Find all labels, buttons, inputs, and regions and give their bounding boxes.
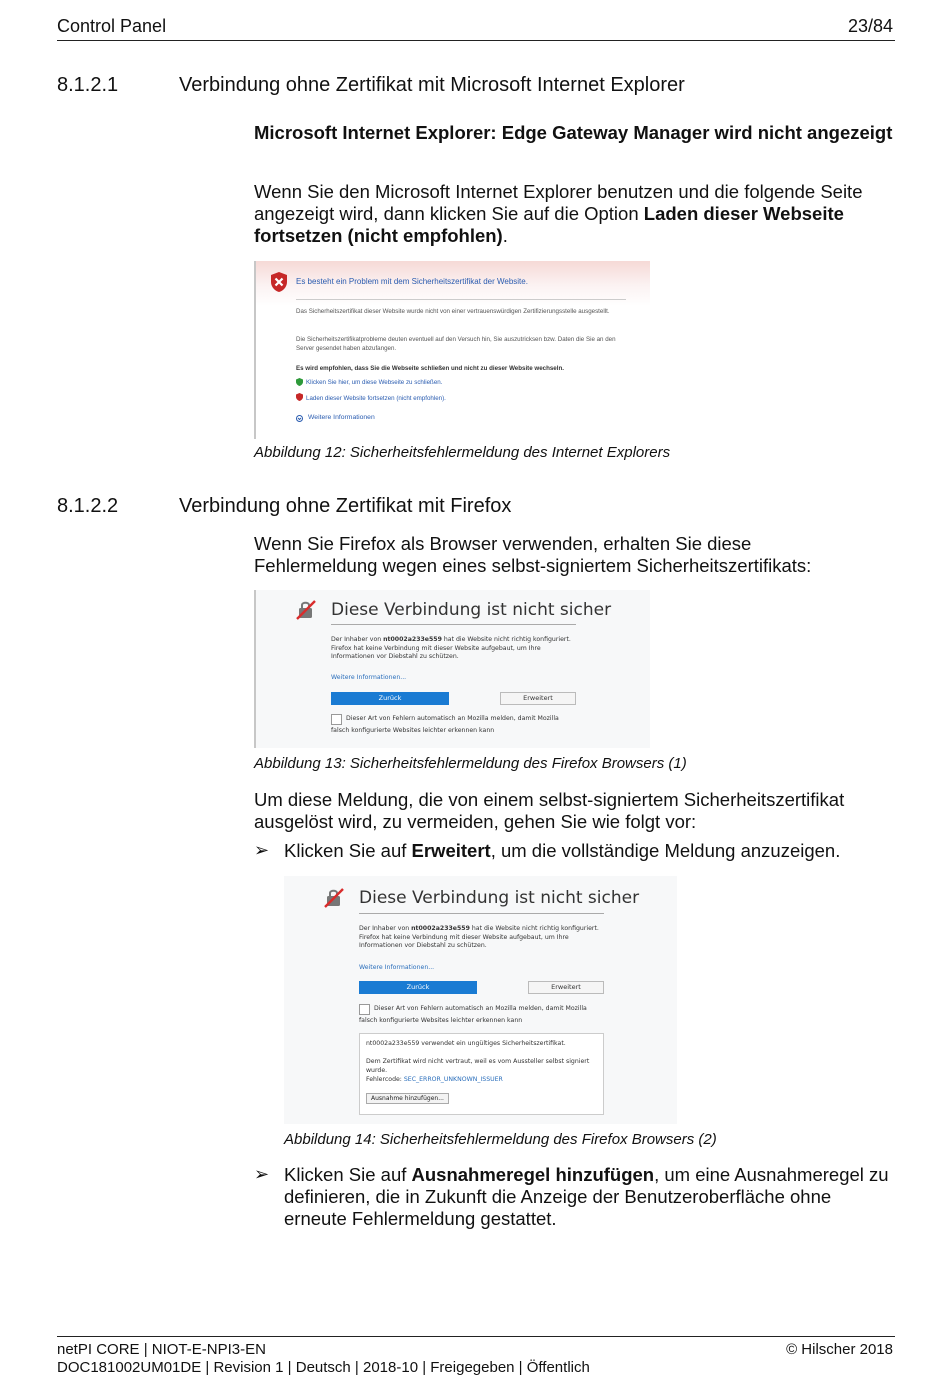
firefox-error-screenshot-2: [284, 876, 677, 1124]
step-1-text: Klicken Sie auf: [284, 840, 412, 861]
paragraph-ie-bold: Laden dieser Webseite fortsetzen (nicht empfohlen): [254, 203, 844, 246]
firefox-title: Diese Verbindung ist nicht sicher: [331, 600, 612, 620]
ff-desc-c: hat die Website nicht richtig konfiguriert.: [469, 925, 599, 932]
ie-title: Es besteht ein Problem mit dem Sicherheitszertifikat der Website.: [296, 277, 528, 286]
figure-caption-12: Abbildung 12: Sicherheitsfehlermeldung des Internet Explorers: [254, 444, 671, 461]
firefox-back-button[interactable]: Zurück: [359, 981, 477, 994]
advanced-line-2: Dem Zertifikat wird nicht vertraut, weil es vom Aussteller selbst signiert wurde.: [366, 1058, 590, 1074]
expand-circle-icon: [296, 415, 303, 422]
advanced-line-1: nt0002a233e559 verwendet ein ungültiges Sicherheitszertifikat.: [366, 1040, 566, 1047]
ff-desc-2: Firefox hat keine Verbindung mit dieser Website aufgebaut, um Ihre: [331, 644, 541, 652]
ff-desc-a: Der Inhaber von: [331, 636, 384, 643]
ff-desc-host: nt0002a233e559: [383, 636, 442, 643]
firefox-report-line-2: falsch konfigurierte Websites leichter erkennen kann: [331, 727, 495, 734]
paragraph-ie-text: Wenn Sie den Microsoft Internet Explorer benutzen und die folgende Seite angezeigt wird, dann klicken Sie auf die Option: [254, 181, 863, 224]
ff-desc-2: Firefox hat keine Verbindung mit dieser Website aufgebaut, um Ihre: [359, 933, 569, 941]
broken-lock-icon: [324, 888, 344, 908]
ff-desc-host: nt0002a233e559: [411, 925, 470, 932]
ie-link-close[interactable]: Klicken Sie hier, um diese Webseite zu schließen.: [306, 379, 443, 386]
firefox-more-info-link[interactable]: Weitere Informationen...: [359, 964, 435, 971]
error-code-label: Fehlercode:: [366, 1076, 404, 1083]
paragraph-ie-end: .: [502, 225, 508, 246]
section-number-2: 8.1.2.2: [57, 495, 119, 517]
firefox-advanced-button[interactable]: Erweitert: [528, 981, 604, 994]
step-2: [284, 1164, 894, 1230]
step-1: [284, 840, 894, 862]
paragraph-ie: [254, 181, 894, 247]
ie-divider: [296, 299, 626, 300]
running-header-title: Control Panel: [57, 16, 167, 36]
footer-product: netPI CORE | NIOT-E-NPI3-EN: [57, 1341, 266, 1358]
firefox-description: [331, 636, 591, 662]
footer-rule: [57, 1336, 895, 1337]
firefox-report-checkbox[interactable]: [359, 1004, 370, 1015]
broken-lock-icon: [296, 600, 316, 620]
ie-warning: Es wird empfohlen, dass Sie die Webseite schließen und nicht zu dieser Website wechseln.: [296, 365, 564, 372]
paragraph-avoid: Um diese Meldung, die von einem selbst-signiertem Sicherheitszertifikat ausgelöst wird, zu vermeiden, gehen Sie wie folgt vor:: [254, 789, 845, 832]
ff-desc-c: hat die Website nicht richtig konfiguriert.: [441, 636, 571, 643]
header-rule: [57, 40, 895, 41]
firefox-error-screenshot-1: [254, 590, 650, 748]
ie-more-info[interactable]: Weitere Informationen: [308, 414, 375, 421]
step-1-end: , um die vollständige Meldung anzuzeigen.: [490, 840, 841, 861]
firefox-report-line-2: falsch konfigurierte Websites leichter erkennen kann: [359, 1017, 523, 1024]
firefox-report-line-1: Dieser Art von Fehlern automatisch an Mozilla melden, damit Mozilla: [346, 715, 559, 722]
error-code-link[interactable]: SEC_ERROR_UNKNOWN_ISSUER: [403, 1076, 503, 1083]
red-shield-icon: [296, 393, 303, 401]
firefox-advanced-panel: [359, 1033, 604, 1115]
firefox-advanced-button[interactable]: Erweitert: [500, 692, 576, 705]
step-2-bold: Ausnahmeregel hinzufügen: [411, 1164, 655, 1185]
firefox-more-info-link[interactable]: Weitere Informationen...: [331, 674, 407, 681]
ie-paragraph-1: Das Sicherheitszertifikat dieser Website wurde nicht von einer vertrauenswürdigen Zertifizierungsstelle ausgestellt.: [296, 308, 610, 315]
step-1-bold: Erweitert: [411, 840, 491, 861]
step-2-end: , um eine Ausnahmeregel zu definieren, die in Zukunft die Anzeige der Benutzeroberfläche ohne erneute Fehlermeldung gestattet.: [284, 1164, 889, 1229]
section-number-1: 8.1.2.1: [57, 74, 119, 96]
figure-caption-13: Abbildung 13: Sicherheitsfehlermeldung des Firefox Browsers (1): [254, 755, 687, 772]
page-number: 23/84: [847, 16, 893, 36]
footer-copyright: © Hilscher 2018: [786, 1341, 893, 1358]
firefox-description: [359, 925, 619, 951]
figure-caption-14: Abbildung 14: Sicherheitsfehlermeldung des Firefox Browsers (2): [284, 1131, 717, 1148]
green-shield-icon: [296, 378, 303, 386]
ie-link-continue[interactable]: Laden dieser Website fortsetzen (nicht empfohlen).: [306, 395, 446, 402]
ie-paragraph-2: Die Sicherheitszertifikatprobleme deuten eventuell auf den Versuch hin, Sie auszutricksen bzw. Daten die Sie an den Server gesendet haben abzufangen.: [296, 336, 616, 352]
firefox-title: Diese Verbindung ist nicht sicher: [359, 888, 640, 908]
footer-document-info: DOC181002UM01DE | Revision 1 | Deutsch | 2018-10 | Freigegeben | Öffentlich: [57, 1359, 590, 1376]
shield-error-icon: [270, 271, 288, 293]
step-2-text: Klicken Sie auf: [284, 1164, 412, 1185]
ff-desc-3: Informationen vor Diebstahl zu schützen.: [331, 653, 459, 660]
firefox-back-button[interactable]: Zurück: [331, 692, 449, 705]
firefox-divider: [331, 624, 576, 625]
section-title-2: Verbindung ohne Zertifikat mit Firefox: [179, 495, 512, 517]
ff-desc-3: Informationen vor Diebstahl zu schützen.: [359, 942, 487, 949]
section-title-1: Verbindung ohne Zertifikat mit Microsoft Internet Explorer: [179, 74, 685, 96]
firefox-divider: [359, 913, 604, 914]
bullet-arrow-2: ➢: [254, 1164, 270, 1184]
ie-error-screenshot: [254, 261, 650, 439]
firefox-report-checkbox[interactable]: [331, 714, 342, 725]
paragraph-firefox: Wenn Sie Firefox als Browser verwenden, erhalten Sie diese Fehlermeldung wegen eines selbst-signiertem Sicherheitszertifikats:: [254, 533, 812, 576]
ff-desc-a: Der Inhaber von: [359, 925, 412, 932]
add-exception-button[interactable]: Ausnahme hinzufügen...: [366, 1093, 449, 1104]
bullet-arrow-1: ➢: [254, 840, 270, 860]
firefox-report-line-1: Dieser Art von Fehlern automatisch an Mozilla melden, damit Mozilla: [374, 1005, 587, 1012]
subheading-ie: Microsoft Internet Explorer: Edge Gateway Manager wird nicht angezeigt: [254, 122, 893, 143]
advanced-error-code: [366, 1076, 503, 1085]
